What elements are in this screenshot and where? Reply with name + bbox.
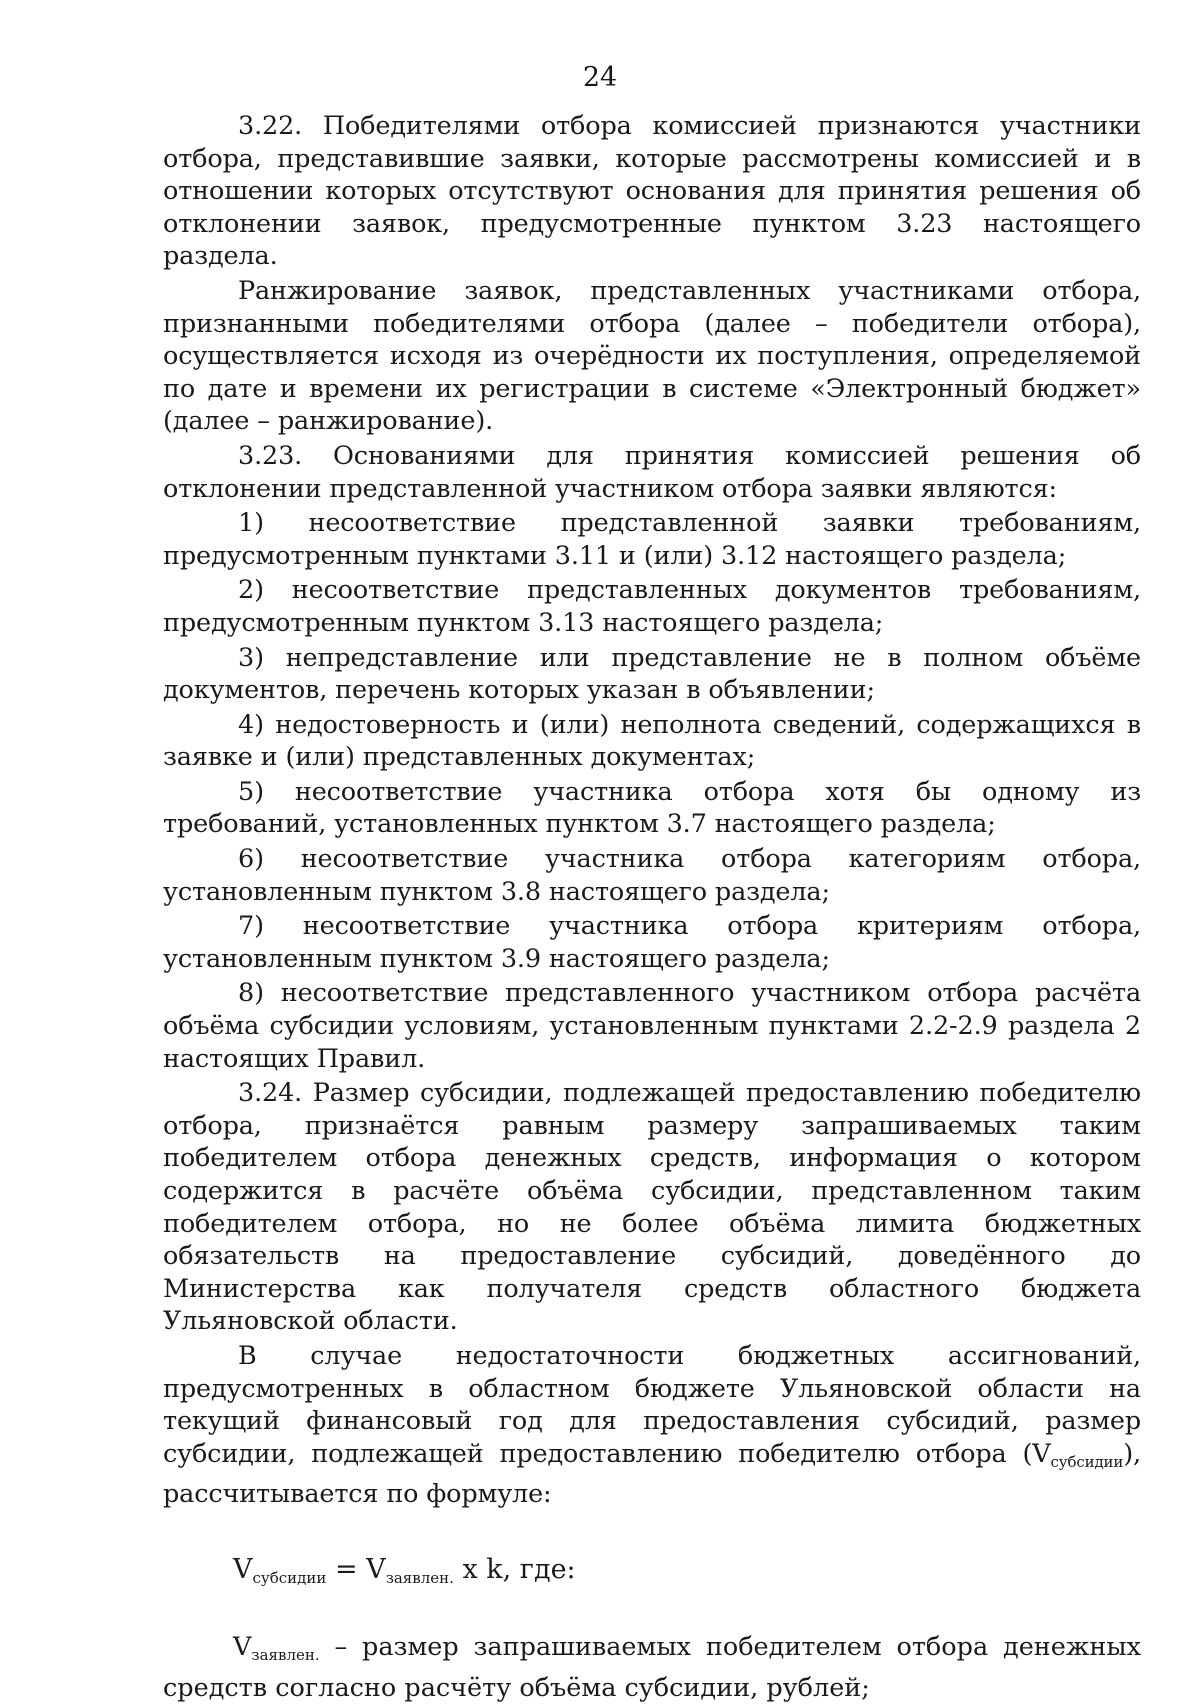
paragraph-3-22: 3.22. Победителями отбора комиссией признаются участники отбора, представившие заявки, которые рассмотрены комиссией и в отношении которых отсутствуют основания для принятия решения об отклонении заявок, предусмотренные пунктом 3.23 настоящего раздела. xyxy=(163,111,1141,272)
insufficiency-text-after: ), рассчитывается по формуле: xyxy=(163,1438,1141,1510)
insufficiency-text-before: В случае недостаточности бюджетных ассигнований, предусмотренных в областном бюджете Ульяновской области на текущий финансовый год для предоставления субсидий, размер субсидии, подлежащей предоставлению победителю отбора (V xyxy=(163,1340,1141,1469)
definition-sub: заявлен. xyxy=(251,1645,320,1664)
document-body xyxy=(163,110,1141,1704)
list-item-2: 2) несоответствие представленных документов требованиям, предусмотренным пунктом 3.13 настоящего раздела; xyxy=(163,575,1141,638)
formula-sub2: заявлен. xyxy=(385,1568,454,1587)
paragraph-3-24: 3.24. Размер субсидии, подлежащей предоставлению победителю отбора, признаётся равным размеру запрашиваемых таким победителем отбора денежных средств, информация о котором содержится в расчёте объёма субсидии, представленном таким победителем отбора, но не более объёма лимита бюджетных обязательств на предоставление субсидий, доведённого до Министерства как получателя средств областного бюджета Ульяновской области. xyxy=(163,1078,1141,1337)
paragraph-3-23: 3.23. Основаниями для принятия комиссией решения об отклонении представленной участником отбора заявки являются: xyxy=(163,440,1141,504)
paragraph-insufficiency xyxy=(163,1340,1141,1511)
list-item-6: 6) несоответствие участника отбора категориям отбора, установленным пунктом 3.8 настоящего раздела; xyxy=(163,844,1141,907)
list-item-8: 8) несоответствие представленного участником отбора расчёта объёма субсидии условиям, установленным пунктами 2.2-2.9 раздела 2 настоящих Правил. xyxy=(163,978,1141,1074)
list-item-5: 5) несоответствие участника отбора хотя бы одному из требований, установленных пунктом 3.7 настоящего раздела; xyxy=(163,776,1141,840)
formula-v1: V xyxy=(233,1553,253,1585)
paragraph-ranking: Ранжирование заявок, представленных участниками отбора, признанными победителями отбора (далее – победители отбора), осуществляется исходя из очерёдности их поступления, определяемой по дате и времени их регистрации в системе «Электронный бюджет» (далее – ранжирование). xyxy=(163,275,1141,437)
list-item-1: 1) несоответствие представленной заявки требованиям, предусмотренным пунктами 3.11 и (или) 3.12 настоящего раздела; xyxy=(163,508,1141,571)
page-number: 24 xyxy=(582,62,618,93)
definition-text: – размер запрашиваемых победителем отбора денежных средств согласно расчёту объёма субсидии, рублей; xyxy=(163,1631,1141,1703)
formula-eq: = V xyxy=(326,1553,386,1585)
formula-rest: x k, где: xyxy=(453,1553,576,1585)
definition-v: V xyxy=(233,1631,252,1662)
insufficiency-subscript: субсидии xyxy=(1050,1452,1124,1471)
definition-v-requested xyxy=(163,1631,1141,1704)
list-item-3: 3) непредставление или представление не в полном объёме документов, перечень которых указан в объявлении; xyxy=(163,642,1141,706)
list-item-4: 4) недостоверность и (или) неполнота сведений, содержащихся в заявке и (или) представленных документах; xyxy=(163,709,1141,773)
list-item-7: 7) несоответствие участника отбора критериям отбора, установленным пунктом 3.9 настоящего раздела; xyxy=(163,911,1141,974)
formula-sub1: субсидии xyxy=(252,1568,327,1587)
subsidy-formula xyxy=(163,1553,1141,1595)
